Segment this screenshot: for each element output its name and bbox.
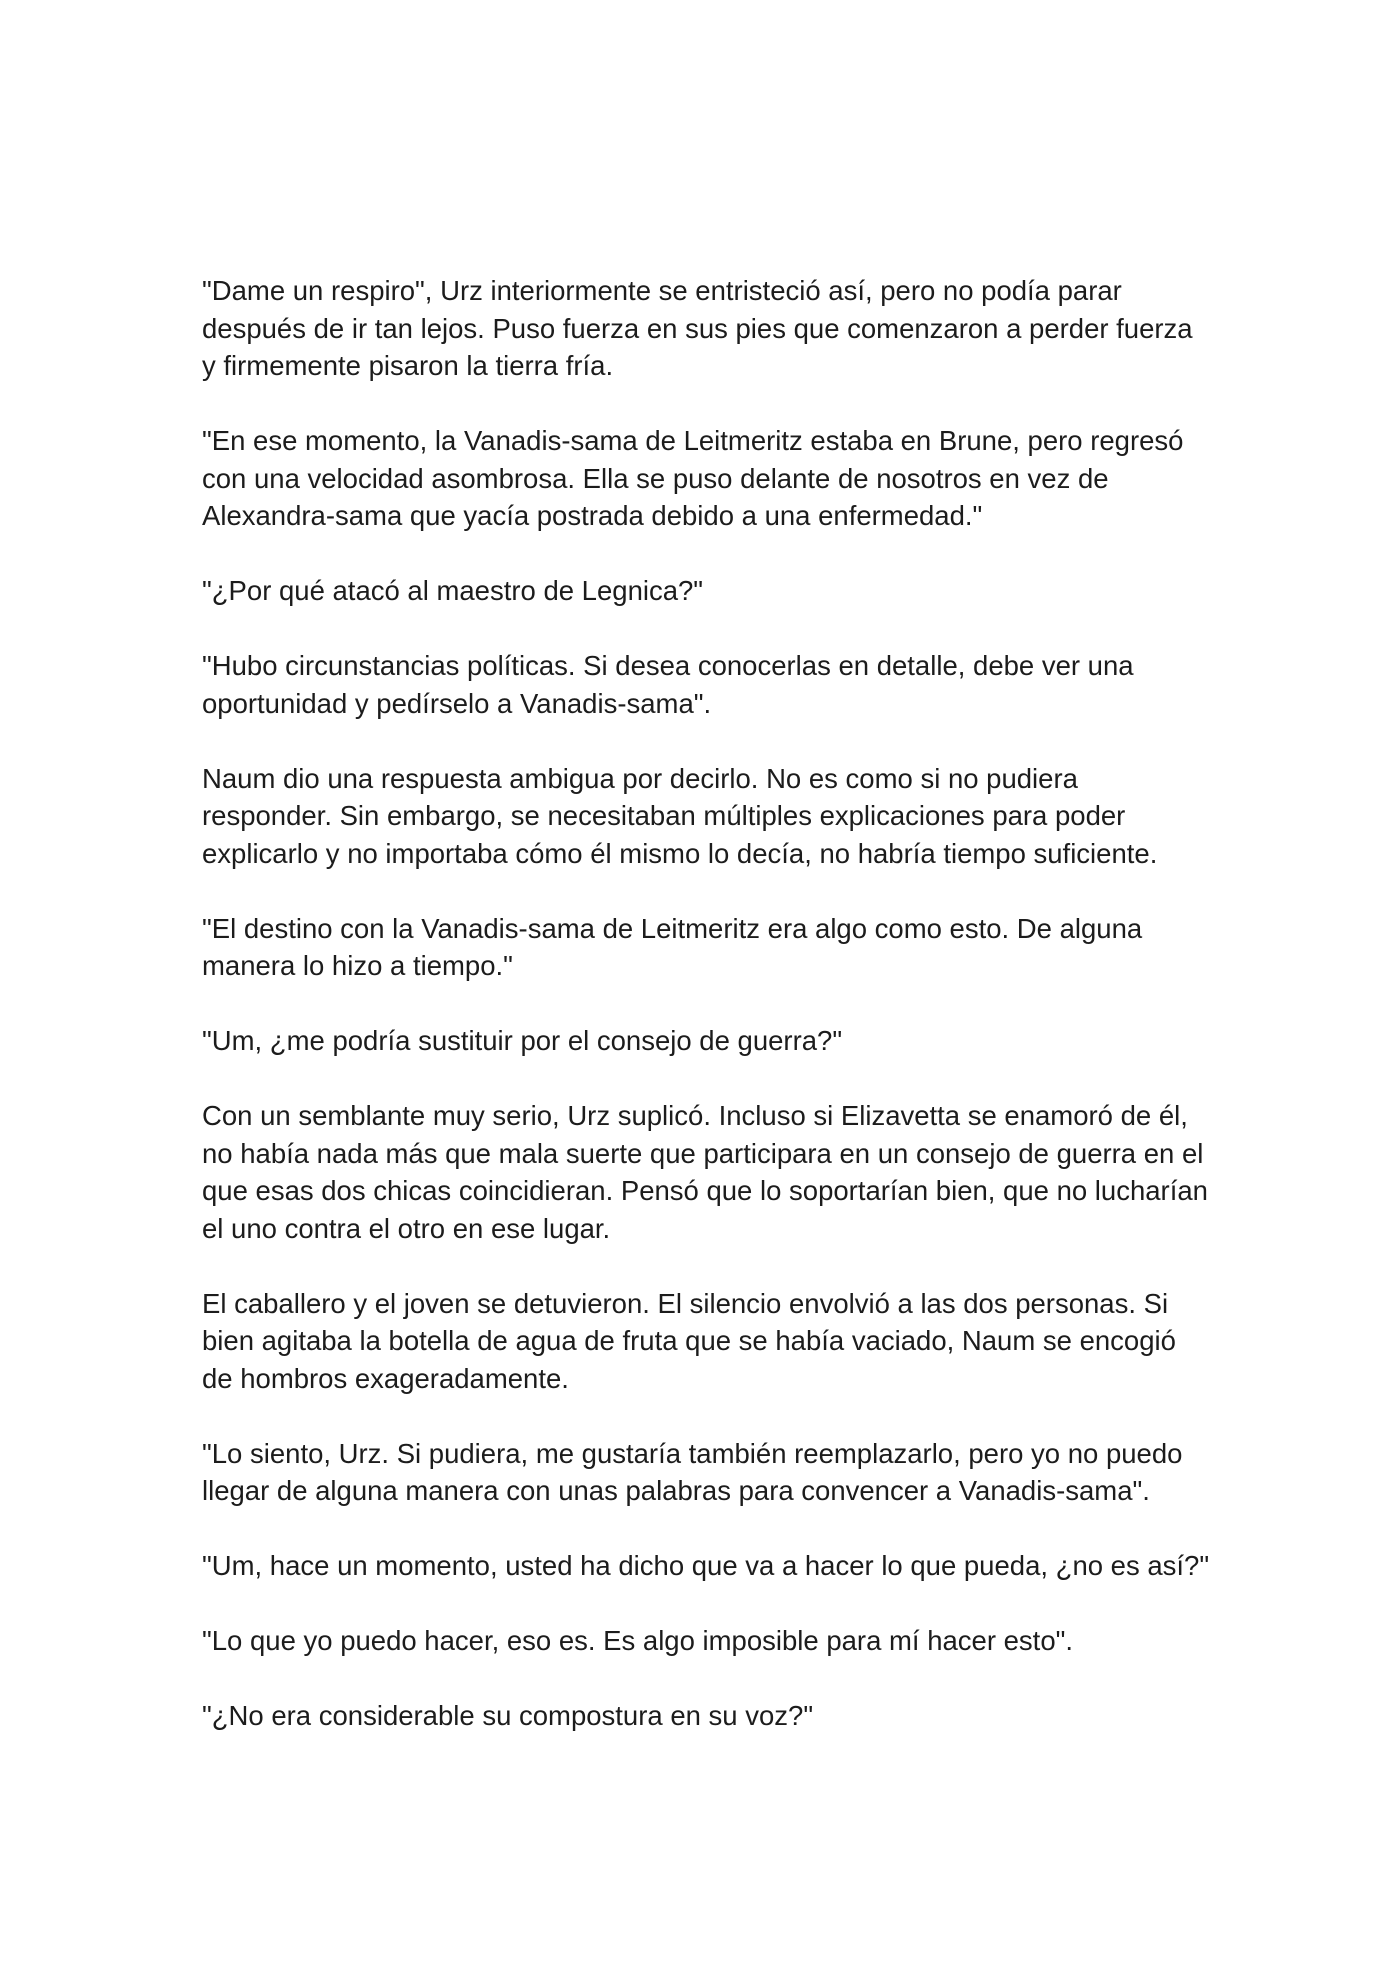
paragraph: "Dame un respiro", Urz interiormente se entristeció así, pero no podía parar después de ir tan lejos. Puso fuerza en sus pies que comenzaron a perder fuerza y firmemente pisaron la tierra fría. bbox=[202, 275, 1193, 381]
paragraph: "Um, hace un momento, usted ha dicho que va a hacer lo que pueda, ¿no es así?" bbox=[202, 1550, 1210, 1581]
paragraph: "El destino con la Vanadis-sama de Leitmeritz era algo como esto. De alguna manera lo hizo a tiempo." bbox=[202, 912, 1143, 981]
paragraph: "Lo que yo puedo hacer, eso es. Es algo imposible para mí hacer esto". bbox=[202, 1625, 1074, 1656]
paragraph: "Lo siento, Urz. Si pudiera, me gustaría también reemplazarlo, pero yo no puedo llegar de alguna manera con unas palabras para convencer a Vanadis-sama". bbox=[202, 1437, 1183, 1506]
document-page bbox=[202, 272, 1212, 1772]
paragraph: El caballero y el joven se detuvieron. El silencio envolvió a las dos personas. Si bien agitaba la botella de agua de fruta que se había vaciado, Naum se encogió de hombros exageradamente. bbox=[202, 1287, 1176, 1394]
paragraph: Con un semblante muy serio, Urz suplicó. Incluso si Elizavetta se enamoró de él, no había nada más que mala suerte que participara en un consejo de guerra en el que esas dos chicas coincidieran. Pensó que lo soportarían bien, que no lucharían el uno contra el otro en ese lugar. bbox=[202, 1100, 1208, 1244]
paragraph: "¿Por qué atacó al maestro de Legnica?" bbox=[202, 575, 704, 606]
paragraph: "Hubo circunstancias políticas. Si desea conocerlas en detalle, debe ver una oportunidad y pedírselo a Vanadis-sama". bbox=[202, 650, 1134, 719]
paragraph: "¿No era considerable su compostura en su voz?" bbox=[202, 1700, 814, 1731]
paragraph: "En ese momento, la Vanadis-sama de Leitmeritz estaba en Brune, pero regresó con una velocidad asombrosa. Ella se puso delante de nosotros en vez de Alexandra-sama que yacía postrada debido a una enfermedad." bbox=[202, 425, 1184, 531]
paragraph: Naum dio una respuesta ambigua por decirlo. No es como si no pudiera responder. Sin embargo, se necesitaban múltiples explicaciones para poder explicarlo y no importaba cómo él mismo lo decía, no habría tiempo suficiente. bbox=[202, 762, 1158, 869]
paragraph: "Um, ¿me podría sustituir por el consejo de guerra?" bbox=[202, 1025, 843, 1056]
